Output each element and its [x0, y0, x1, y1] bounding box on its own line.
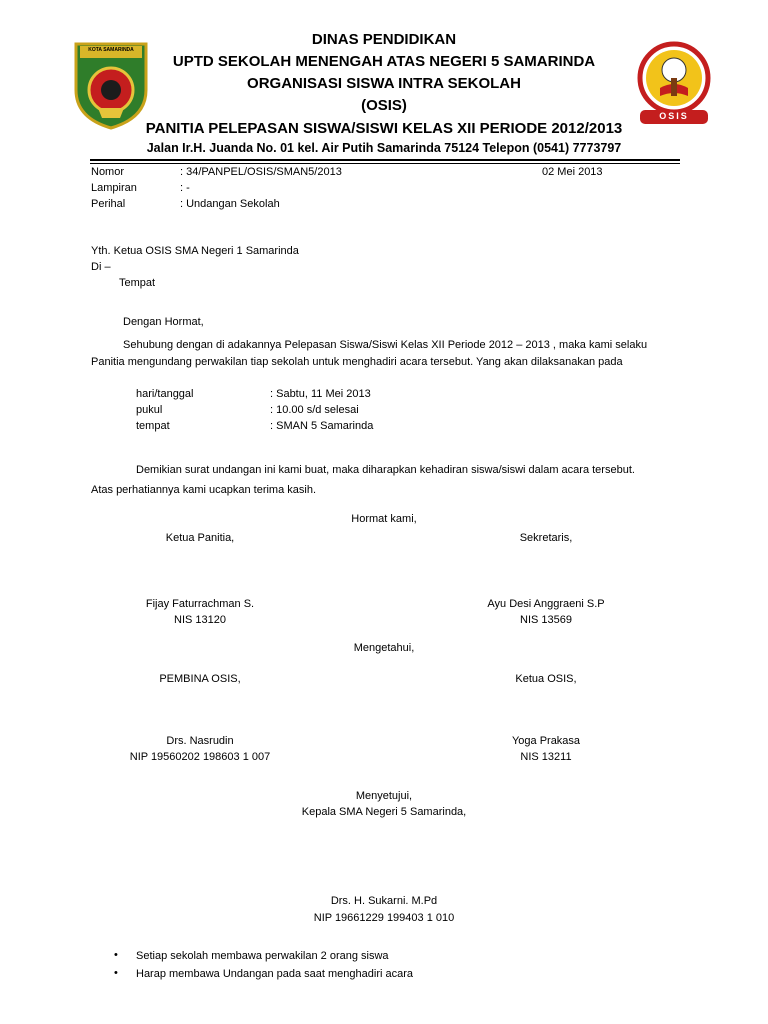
mengetahui: Mengetahui,: [353, 642, 415, 654]
ketua-osis-title: Ketua OSIS,: [515, 673, 577, 685]
lampiran-label: Lampiran: [91, 182, 137, 194]
recipient-line: Yth. Ketua OSIS SMA Negeri 1 Samarinda: [91, 245, 299, 257]
sekretaris-id: NIS 13569: [520, 614, 572, 626]
ketua-panitia-title: Ketua Panitia,: [165, 532, 235, 544]
menyetujui: Menyetujui,: [355, 790, 413, 802]
detail-value: : 10.00 s/d selesai: [270, 404, 359, 416]
paragraph1-line2: Panitia mengundang perwakilan tiap sekolah untuk menghadiri acara tersebut. Yang akan dilaksanakan pada: [91, 356, 623, 368]
header-divider-thin: [90, 163, 680, 164]
letterhead-address: Jalan Ir.H. Juanda No. 01 kel. Air Putih Samarinda 75124 Telepon (0541) 7773797: [146, 141, 622, 155]
right-logo-text: OSIS: [659, 111, 689, 121]
ketua-osis-name: Yoga Prakasa: [511, 735, 581, 747]
pembina-name: Drs. Nasrudin: [166, 735, 234, 747]
pembina-title: PEMBINA OSIS,: [159, 673, 241, 685]
detail-label: tempat: [136, 420, 170, 432]
detail-value: : Sabtu, 11 Mei 2013: [270, 388, 371, 400]
detail-label: hari/tanggal: [136, 388, 194, 400]
lampiran-value: : -: [180, 182, 190, 194]
letterhead-dinas: DINAS PENDIDIKAN: [311, 31, 457, 48]
kepsek-id: NIP 19661229 199403 1 010: [313, 912, 455, 924]
paragraph1-line1: Sehubung dengan di adakannya Pelepasan Siswa/Siswi Kelas XII Periode 2012 – 2013 , maka kami selaku: [123, 339, 648, 351]
paragraph2-line2: Atas perhatiannya kami ucapkan terima kasih.: [91, 484, 317, 496]
ketua-osis-id: NIS 13211: [520, 751, 572, 763]
letterhead-osis: (OSIS): [361, 97, 407, 114]
recipient-di: Di –: [91, 261, 111, 273]
paragraph2-line1: Demikian surat undangan ini kami buat, maka diharapkan kehadiran siswa/siswi dalam acara tersebut.: [136, 464, 635, 476]
ketua-panitia-id: NIS 13120: [174, 614, 226, 626]
kepsek-title: Kepala SMA Negeri 5 Samarinda,: [301, 806, 467, 818]
bullet-icon: •: [114, 967, 118, 979]
nomor-value: : 34/PANPEL/OSIS/SMAN5/2013: [180, 166, 342, 178]
perihal-label: Perihal: [91, 198, 126, 210]
sekretaris-title: Sekretaris,: [519, 532, 573, 544]
greeting: Dengan Hormat,: [123, 316, 204, 328]
letterhead-committee: PANITIA PELEPASAN SISWA/SISWI KELAS XII PERIODE 2012/2013: [145, 120, 623, 137]
hormat-kami: Hormat kami,: [351, 513, 417, 525]
detail-label: pukul: [136, 404, 163, 416]
pembina-id: NIP 19560202 198603 1 007: [129, 751, 271, 763]
left-logo-text: KOTA SAMARINDA: [88, 47, 134, 53]
letterhead-org: ORGANISASI SISWA INTRA SEKOLAH: [247, 75, 521, 92]
detail-value: : SMAN 5 Samarinda: [270, 420, 374, 432]
letter-date: 02 Mei 2013: [542, 166, 603, 178]
bullet-icon: •: [114, 949, 118, 961]
kepsek-name: Drs. H. Sukarni. M.Pd: [330, 895, 438, 907]
nomor-label: Nomor: [91, 166, 125, 178]
header-divider-thick: [90, 159, 680, 161]
note-item: Harap membawa Undangan pada saat menghadiri acara: [136, 968, 414, 980]
note-item: Setiap sekolah membawa perwakilan 2 orang siswa: [136, 950, 389, 962]
recipient-tempat: Tempat: [119, 277, 156, 289]
letterhead-school: UPTD SEKOLAH MENENGAH ATAS NEGERI 5 SAMARINDA: [172, 53, 596, 70]
perihal-value: : Undangan Sekolah: [180, 198, 280, 210]
sekretaris-name: Ayu Desi Anggraeni S.P: [487, 598, 605, 610]
ketua-panitia-name: Fijay Faturrachman S.: [145, 598, 255, 610]
